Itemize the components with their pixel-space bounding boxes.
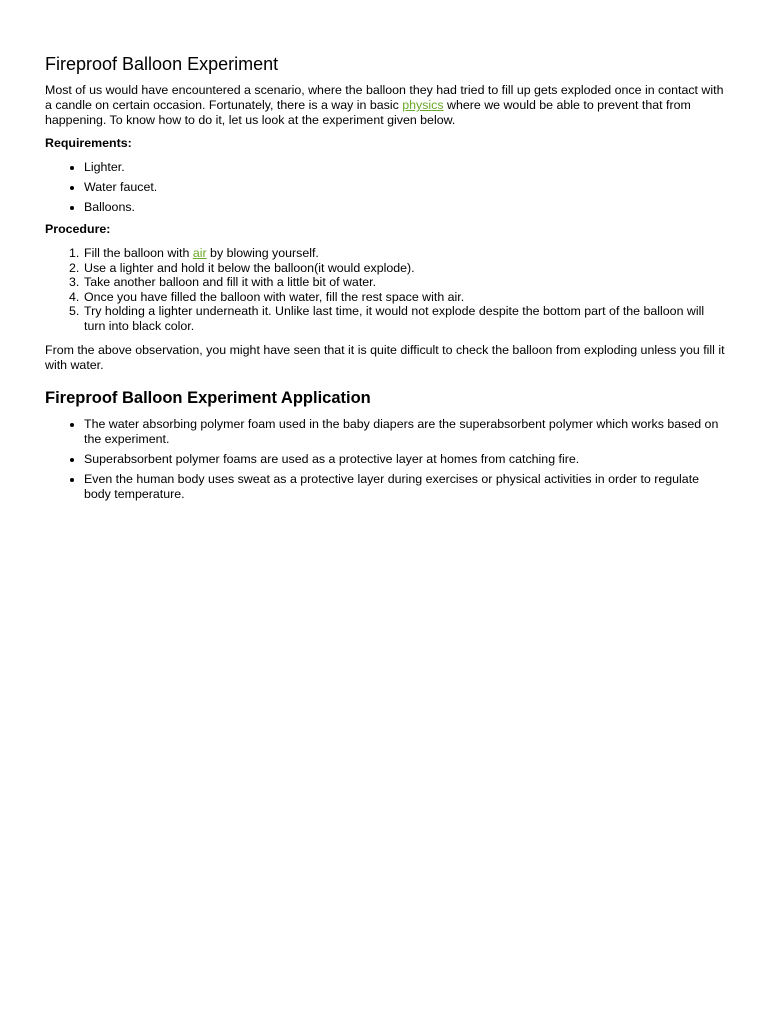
list-item: [45, 246, 725, 261]
intro-text-after-link: where we would be able to prevent that from happening. To know how to do it, let us look at the experiment given below.: [45, 98, 691, 127]
list-item: The water absorbing polymer foam used in the baby diapers are the superabsorbent polymer which works based on the experiment.: [45, 417, 725, 447]
step-number: 5.: [69, 304, 80, 318]
application-list: [45, 417, 725, 502]
step-text-before-link: Fill the balloon with: [84, 246, 193, 260]
list-item: [45, 275, 725, 290]
page-title: Fireproof Balloon Experiment: [45, 54, 279, 74]
step-text: Once you have filled the balloon with water, fill the rest space with air.: [84, 289, 465, 304]
step-number: 2.: [69, 260, 80, 275]
list-item: Lighter.: [45, 160, 725, 175]
step-text: Take another balloon and fill it with a little bit of water.: [84, 275, 377, 289]
step-number: 3.: [69, 275, 80, 289]
list-item: [45, 290, 725, 305]
physics-link[interactable]: physics: [402, 98, 444, 112]
application-heading: Fireproof Balloon Experiment Application: [45, 389, 371, 407]
step-text: Use a lighter and hold it below the balloon(it would explode).: [84, 260, 415, 275]
requirements-label: Requirements:: [45, 136, 132, 150]
procedure-list: [45, 246, 725, 333]
step-number: 1.: [69, 246, 80, 260]
step-text: Try holding a lighter underneath it. Unlike last time, it would not explode despite the bottom part of the balloon will turn into black color.: [84, 304, 705, 333]
intro-text-before-link: Most of us would have encountered a scenario, where the balloon they had tried to fill up gets exploded once in contact with a candle on certain occasion. Fortunately, there is a way in basic: [45, 83, 724, 112]
list-item: Superabsorbent polymer foams are used as a protective layer at homes from catching fire.: [45, 452, 725, 467]
list-item: [45, 261, 725, 276]
air-link[interactable]: air: [192, 246, 207, 260]
observation-paragraph: From the above observation, you might have seen that it is quite difficult to check the balloon from exploding unless you fill it with water.: [45, 343, 725, 372]
list-item: [45, 304, 725, 333]
requirements-list: [45, 160, 725, 215]
procedure-label: Procedure:: [45, 222, 111, 236]
list-item: Balloons.: [45, 200, 725, 215]
list-item: Water faucet.: [45, 180, 725, 195]
step-text-after-link: by blowing yourself.: [206, 246, 319, 260]
intro-paragraph: [45, 83, 725, 128]
step-number: 4.: [69, 289, 80, 304]
list-item: Even the human body uses sweat as a protective layer during exercises or physical activities in order to regulate body temperature.: [45, 472, 725, 502]
